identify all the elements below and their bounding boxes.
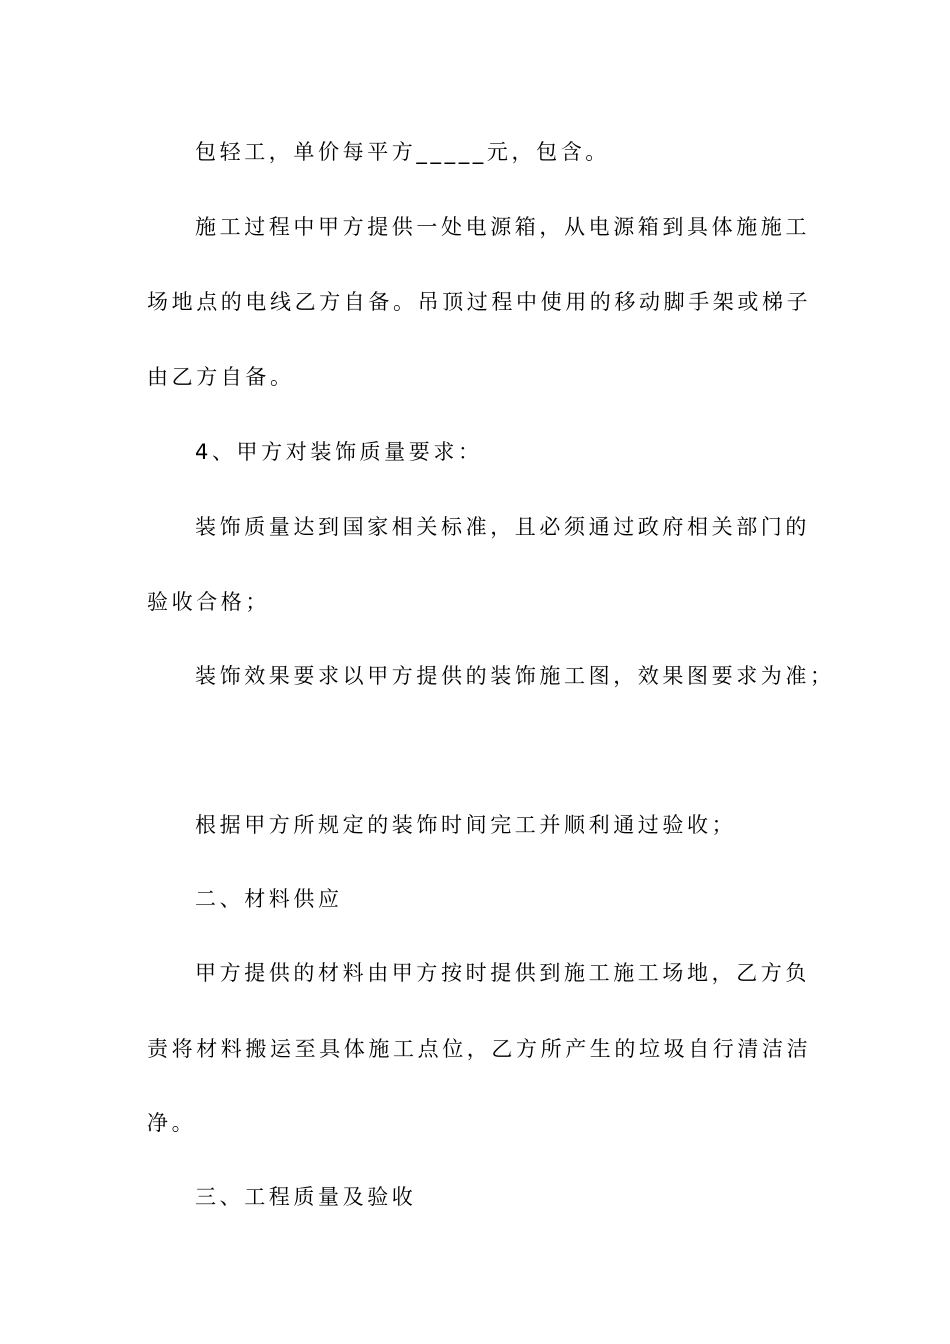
section-heading-quality: 4、甲方对装饰质量要求： (195, 440, 483, 464)
section-heading-acceptance: 三、工程质量及验收 (195, 1185, 417, 1209)
text-line-2: 施工过程中甲方提供一处电源箱，从电源箱到具体施施工 (195, 215, 810, 239)
text-line-12: 责将材料搬运至具体施工点位，乙方所产生的垃圾自行清洁洁 (147, 1037, 812, 1061)
text-line-11: 甲方提供的材料由甲方按时提供到施工施工场地，乙方负 (195, 961, 810, 985)
text-line-3: 场地点的电线乙方自备。吊顶过程中使用的移动脚手架或梯子 (147, 290, 812, 314)
text-line-7: 验收合格； (147, 590, 270, 614)
text-line-6: 装饰质量达到国家相关标准，且必须通过政府相关部门的 (195, 515, 810, 539)
text-line-9: 根据甲方所规定的装饰时间完工并顺利通过验收； (195, 813, 737, 837)
text-line-8: 装饰效果要求以甲方提供的装饰施工图，效果图要求为准； (195, 664, 835, 688)
section-heading-materials: 二、材料供应 (195, 887, 343, 911)
text-line-13: 净。 (147, 1111, 197, 1135)
text-line-4: 由乙方自备。 (147, 365, 295, 389)
text-line-1: 包轻工，单价每平方_____元，包含。 (195, 140, 610, 164)
